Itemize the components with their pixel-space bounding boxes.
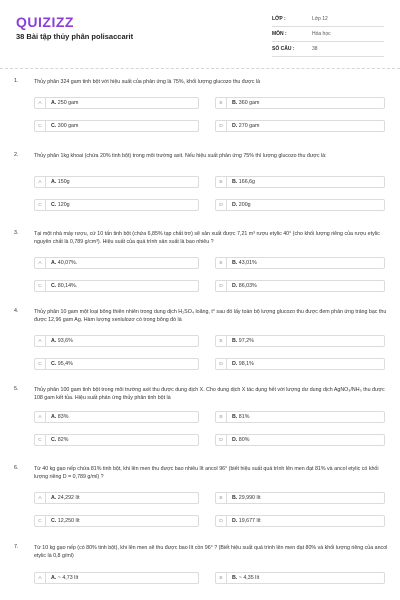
question-number: 6.: [14, 465, 19, 471]
option-a[interactable]: [34, 257, 199, 269]
option-b[interactable]: [215, 97, 385, 109]
option-letter: A: [35, 97, 46, 109]
option-text: [232, 260, 257, 266]
option-b[interactable]: [215, 492, 385, 504]
option-letter: A: [35, 492, 46, 504]
option-a[interactable]: [34, 335, 199, 347]
meta-key: MÔN :: [272, 31, 287, 37]
option-label: D.: [232, 437, 238, 443]
quizizz-logo: QUIZIZZ: [16, 14, 74, 30]
option-text: [51, 179, 70, 185]
page-header: [0, 0, 400, 62]
question-number: 1.: [14, 78, 19, 84]
option-text: [51, 518, 80, 524]
option-text: [51, 260, 77, 266]
option-label: B.: [232, 495, 238, 501]
option-b[interactable]: [215, 572, 385, 584]
page-title: 38 Bài tập thủy phân polisaccarit: [16, 32, 134, 41]
option-letter: A: [35, 176, 46, 188]
option-letter: B: [216, 572, 227, 584]
option-text: [232, 100, 259, 106]
option-value: 200g: [238, 202, 251, 208]
option-text: [51, 338, 73, 344]
option-value: 97,2%: [238, 338, 254, 344]
option-text: [232, 518, 261, 524]
meta-key: LỚP :: [272, 16, 286, 22]
meta-table: [272, 12, 384, 57]
option-c[interactable]: [34, 434, 199, 446]
option-d[interactable]: [215, 515, 385, 527]
option-letter: B: [216, 492, 227, 504]
option-label: C.: [51, 283, 57, 289]
option-label: A.: [51, 338, 57, 344]
option-letter: D: [216, 515, 227, 527]
option-value: 93,6%: [57, 338, 73, 344]
question-number: 5.: [14, 386, 19, 392]
option-label: B.: [232, 575, 238, 581]
option-letter: D: [216, 434, 227, 446]
option-value: 120g: [57, 202, 70, 208]
option-text: [51, 575, 78, 581]
option-label: B.: [232, 100, 238, 106]
option-b[interactable]: [215, 335, 385, 347]
option-value: 29,990 lít: [238, 495, 261, 501]
option-text: [232, 123, 259, 129]
option-letter: C: [35, 358, 46, 370]
option-c[interactable]: [34, 120, 199, 132]
option-letter: A: [35, 572, 46, 584]
option-value: 19,677 lít: [238, 518, 261, 524]
option-d[interactable]: [215, 280, 385, 292]
option-text: [51, 283, 77, 289]
option-value: ~ 4,35 lít: [238, 575, 260, 581]
option-label: D.: [232, 202, 238, 208]
option-label: D.: [232, 123, 238, 129]
option-letter: B: [216, 257, 227, 269]
question-number: 7.: [14, 544, 19, 550]
option-text: [232, 202, 251, 208]
meta-row-count: [272, 42, 384, 57]
option-letter: C: [35, 515, 46, 527]
option-value: 82%: [57, 437, 69, 443]
option-text: [51, 414, 68, 420]
option-letter: D: [216, 120, 227, 132]
option-value: 98,1%: [238, 361, 254, 367]
meta-key: SỐ CÂU :: [272, 46, 295, 52]
option-letter: D: [216, 199, 227, 211]
option-label: B.: [232, 260, 238, 266]
option-letter: A: [35, 411, 46, 423]
option-text: [232, 179, 255, 185]
option-value: 86,03%: [238, 283, 257, 289]
option-label: A.: [51, 495, 57, 501]
meta-value: Lớp 12: [312, 16, 328, 22]
option-text: [51, 361, 73, 367]
option-text: [51, 495, 80, 501]
option-b[interactable]: [215, 176, 385, 188]
meta-value: Hóa học: [312, 31, 331, 37]
option-value: ~ 4,73 lít: [57, 575, 79, 581]
option-label: D.: [232, 518, 238, 524]
option-text: [232, 414, 249, 420]
question-text: Thủy phân 1kg khoai (chứa 20% tinh bột) trong môi trường axit. Nếu hiệu suất phản ứng 75% thì lượng glucozo thu được là:: [34, 153, 327, 159]
option-text: [232, 283, 257, 289]
option-a[interactable]: [34, 411, 199, 423]
question-text: Từ 10 kg gạo nếp (có 80% tinh bột), khi lên men sẽ thu được bao lít cồn 96° ? (Biết hiệu suất quá trình lên men đạt 80% và khối lượng riêng của ancol etylic là 0,8 g/ml): [34, 545, 388, 560]
option-letter: C: [35, 280, 46, 292]
option-letter: B: [216, 97, 227, 109]
option-value: 81%: [238, 414, 250, 420]
question-text: Thủy phân 100 gam tinh bột trong môi trường axit thu được dung dịch X. Cho dung dịch X tác dụng hết với lượng dư dung dịch AgNO₃/NH₃ thu được 108 gam kết tủa. Hiệu suất phản ứng thủy phân tinh bột là: [34, 387, 385, 402]
option-value: 80%: [238, 437, 250, 443]
question-text: Thủy phân 10 gam một loại bông thiên nhiên trong dung dịch H₂SO₄ loãng, t° sau đó lấy toàn bộ lượng glucozo thu được đem phản ứng tráng bạc thu được 12,96 gam Ag. Hàm lượng xenlulozơ có trong bông đó là: [34, 309, 387, 324]
option-letter: B: [216, 176, 227, 188]
header-divider: [0, 68, 400, 69]
option-value: 24,292 lít: [57, 495, 80, 501]
option-a[interactable]: [34, 492, 199, 504]
option-letter: A: [35, 335, 46, 347]
meta-row-subject: [272, 27, 384, 42]
option-letter: C: [35, 434, 46, 446]
option-value: 300 gam: [57, 123, 79, 129]
option-text: [232, 495, 261, 501]
question-text: Tại một nhà máy rượu, cứ 10 tấn tinh bột (chứa 6,85% tạp chất trơ) sẽ sản xuất được 7,21 m³ rượu etylic 40° (cho khối lượng riêng của rượu etylic nguyên chất là 0,789 g/cm³). Hiệu suất của quá trình sản xuất là bao nhiêu ?: [34, 231, 380, 246]
option-value: 40,07%.: [57, 260, 78, 266]
option-value: 43,01%: [238, 260, 257, 266]
option-label: C.: [51, 202, 57, 208]
option-b[interactable]: [215, 257, 385, 269]
option-value: 95,4%: [57, 361, 73, 367]
option-value: 150g: [57, 179, 70, 185]
option-a[interactable]: [34, 176, 199, 188]
option-text: [51, 123, 78, 129]
option-a[interactable]: [34, 97, 199, 109]
option-label: C.: [51, 361, 57, 367]
option-d[interactable]: [215, 120, 385, 132]
option-label: A.: [51, 260, 57, 266]
option-text: [232, 437, 249, 443]
option-value: 250 gam: [57, 100, 79, 106]
option-d[interactable]: [215, 358, 385, 370]
option-text: [51, 437, 68, 443]
question-number: 2.: [14, 152, 19, 158]
meta-value: 38: [312, 46, 318, 52]
option-letter: C: [35, 199, 46, 211]
option-text: [51, 202, 70, 208]
option-text: [232, 338, 254, 344]
option-label: B.: [232, 338, 238, 344]
option-label: B.: [232, 179, 238, 185]
option-c[interactable]: [34, 199, 199, 211]
option-letter: A: [35, 257, 46, 269]
option-c[interactable]: [34, 515, 199, 527]
option-value: 360 gam: [238, 100, 260, 106]
meta-row-class: [272, 12, 384, 27]
option-c[interactable]: [34, 280, 199, 292]
option-label: C.: [51, 518, 57, 524]
option-label: C.: [51, 123, 57, 129]
option-label: D.: [232, 283, 238, 289]
option-c[interactable]: [34, 358, 199, 370]
option-label: A.: [51, 414, 57, 420]
option-value: 12,250 lít: [57, 518, 80, 524]
option-text: [51, 100, 78, 106]
option-d[interactable]: [215, 434, 385, 446]
option-letter: C: [35, 120, 46, 132]
option-label: A.: [51, 179, 57, 185]
question-text: Từ 40 kg gạo nếp chứa 81% tinh bột, khi lên men thu được bao nhiêu lít ancol 96° (biết hiệu suất quá trình lên men đạt 81% và ancol etylic có khối lượng riêng D = 0,789 g/ml) ?: [34, 466, 379, 481]
option-label: A.: [51, 575, 57, 581]
option-text: [232, 575, 259, 581]
option-value: 83%: [57, 414, 69, 420]
option-d[interactable]: [215, 199, 385, 211]
question-text: Thủy phân 324 gam tinh bột với hiệu suất của phản ứng là 75%, khối lượng glucozo thu được là: [34, 79, 261, 85]
option-b[interactable]: [215, 411, 385, 423]
option-a[interactable]: [34, 572, 199, 584]
option-label: C.: [51, 437, 57, 443]
option-letter: D: [216, 358, 227, 370]
question-number: 4.: [14, 308, 19, 314]
option-letter: B: [216, 411, 227, 423]
question-number: 3.: [14, 230, 19, 236]
option-text: [232, 361, 254, 367]
option-letter: D: [216, 280, 227, 292]
option-label: D.: [232, 361, 238, 367]
option-value: 80,14%.: [57, 283, 78, 289]
option-letter: B: [216, 335, 227, 347]
option-label: A.: [51, 100, 57, 106]
option-label: B.: [232, 414, 238, 420]
option-value: 270 gam: [238, 123, 260, 129]
option-value: 166,6g: [238, 179, 255, 185]
